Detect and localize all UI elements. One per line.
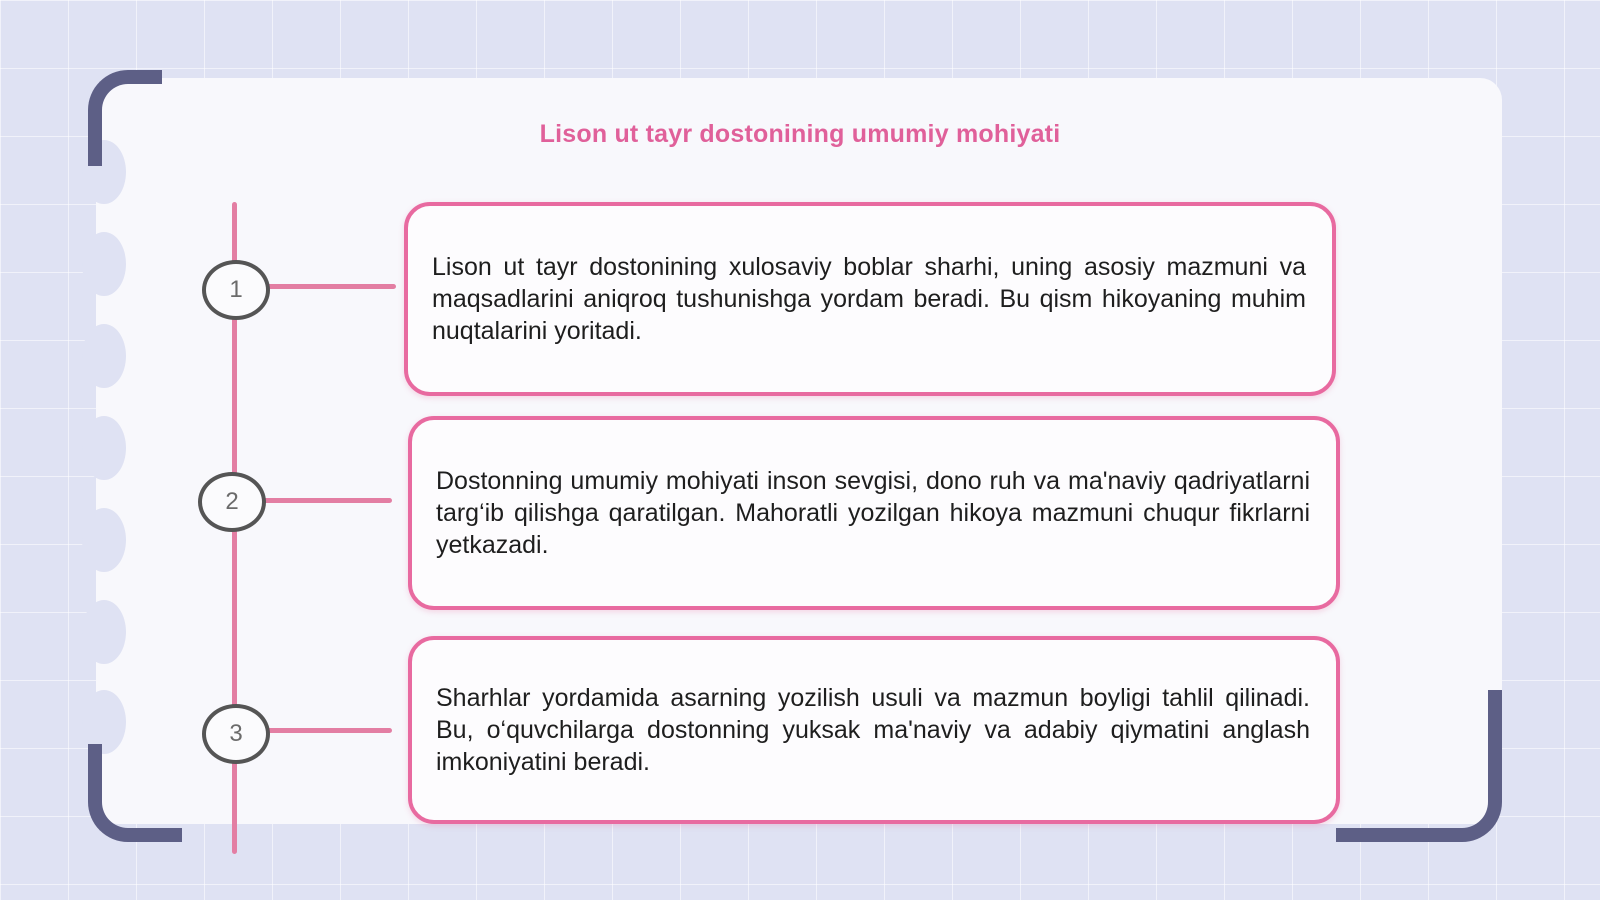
- step-number-2: 2: [198, 472, 266, 532]
- corner-bracket-top-left: [88, 70, 162, 166]
- content-text-1: Lison ut tayr dostonining xulosaviy boblar sharhi, uning asosiy mazmuni va maqsadlarini aniqroq tushunishga yordam beradi. Bu qism hikoyaning muhim nuqtalarini yoritadi.: [432, 253, 1306, 345]
- step-number-1: 1: [202, 260, 270, 320]
- scallop-decoration: [82, 416, 126, 480]
- corner-bracket-bottom-right: [1336, 690, 1502, 842]
- corner-bracket-bottom-left: [88, 744, 182, 842]
- step-number-3: 3: [202, 704, 270, 764]
- timeline-connector-2: [260, 498, 392, 503]
- content-text-3: Sharhlar yordamida asarning yozilish usuli va mazmun boyligi tahlil qilinadi. Bu, o‘quvchilarga dostonning yuksak ma'naviy va adabiy qiymatini anglash imkoniyatini beradi.: [436, 684, 1310, 776]
- timeline-connector-1: [262, 284, 396, 289]
- scallop-decoration: [82, 324, 126, 388]
- scallop-decoration: [82, 508, 126, 572]
- content-box-1: [404, 202, 1336, 396]
- slide-title: Lison ut tayr dostonining umumiy mohiyati: [539, 120, 1061, 148]
- content-box-3: [408, 636, 1340, 824]
- scallop-decoration: [82, 600, 126, 664]
- scallop-decoration: [82, 232, 126, 296]
- content-box-2: [408, 416, 1340, 610]
- content-text-2: Dostonning umumiy mohiyati inson sevgisi, dono ruh va ma'naviy qadriyatlarni targ‘ib qilishga qaratilgan. Mahoratli yozilgan hikoya mazmuni chuqur fikrlarni yetkazadi.: [436, 467, 1310, 559]
- timeline-connector-3: [262, 728, 392, 733]
